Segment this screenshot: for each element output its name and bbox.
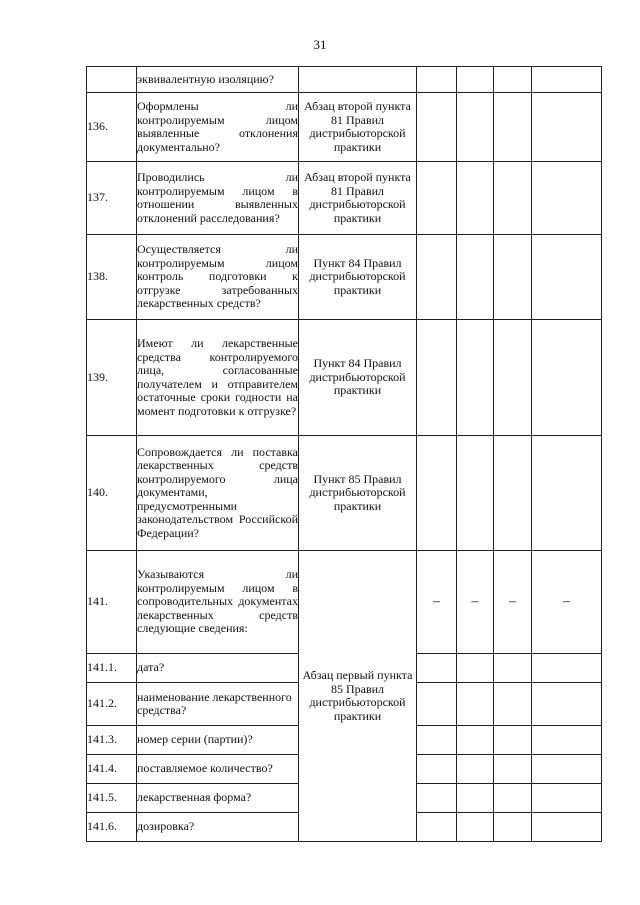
legal-reference: Пункт 85 Правил дистрибьюторской практики xyxy=(299,436,417,551)
table-row xyxy=(87,93,602,162)
table-row xyxy=(87,551,602,654)
answer-cell-yes xyxy=(417,654,457,683)
answer-cell-yes xyxy=(417,67,457,93)
row-number: 141. xyxy=(87,551,137,654)
answer-cell-na xyxy=(494,67,532,93)
checklist-table xyxy=(86,66,602,842)
legal-reference: Абзац второй пункта 81 Правил дистрибьюторской практики xyxy=(299,162,417,235)
row-number: 141.4. xyxy=(87,755,137,784)
answer-cell-yes xyxy=(417,320,457,436)
row-number: 141.2. xyxy=(87,683,137,726)
table-row xyxy=(87,235,602,320)
answer-cell-note xyxy=(532,436,602,551)
answer-cell-na xyxy=(494,436,532,551)
legal-reference xyxy=(299,67,417,93)
answer-cell-no xyxy=(457,235,494,320)
dash-mark: – xyxy=(532,551,602,654)
question-text: Указываются ли контролируемым лицом в сопроводительных документах лекарственных средств следующие сведения: xyxy=(137,551,299,654)
question-text: поставляемое количество? xyxy=(137,755,299,784)
answer-cell-na xyxy=(494,683,532,726)
answer-cell-no xyxy=(457,726,494,755)
answer-cell-note xyxy=(532,320,602,436)
dash-mark: – xyxy=(417,551,457,654)
row-number: 141.1. xyxy=(87,654,137,683)
legal-reference: Абзац второй пункта 81 Правил дистрибьюторской практики xyxy=(299,93,417,162)
table-row xyxy=(87,436,602,551)
answer-cell-no xyxy=(457,67,494,93)
question-text: дозировка? xyxy=(137,813,299,842)
answer-cell-yes xyxy=(417,813,457,842)
answer-cell-na xyxy=(494,162,532,235)
question-text: эквивалентную изоляцию? xyxy=(137,67,299,93)
row-number: 137. xyxy=(87,162,137,235)
row-number: 141.3. xyxy=(87,726,137,755)
answer-cell-yes xyxy=(417,93,457,162)
row-number: 141.5. xyxy=(87,784,137,813)
legal-reference: Пункт 84 Правил дистрибьюторской практики xyxy=(299,235,417,320)
answer-cell-note xyxy=(532,162,602,235)
answer-cell-yes xyxy=(417,784,457,813)
question-text: Сопровождается ли поставка лекарственных средств контролируемого лица документами, предусмотренными законодательством Российской Федерации? xyxy=(137,436,299,551)
question-text: номер серии (партии)? xyxy=(137,726,299,755)
answer-cell-note xyxy=(532,784,602,813)
row-number: 139. xyxy=(87,320,137,436)
answer-cell-na xyxy=(494,813,532,842)
page-number: 31 xyxy=(313,37,327,52)
answer-cell-note xyxy=(532,67,602,93)
answer-cell-no xyxy=(457,813,494,842)
table-row xyxy=(87,320,602,436)
row-number: 138. xyxy=(87,235,137,320)
question-text: Оформлены ли контролируемым лицом выявленные отклонения документально? xyxy=(137,93,299,162)
question-text: дата? xyxy=(137,654,299,683)
answer-cell-note xyxy=(532,755,602,784)
answer-cell-note xyxy=(532,726,602,755)
answer-cell-yes xyxy=(417,726,457,755)
answer-cell-note xyxy=(532,683,602,726)
answer-cell-na xyxy=(494,93,532,162)
answer-cell-na xyxy=(494,784,532,813)
answer-cell-na xyxy=(494,755,532,784)
row-number: 140. xyxy=(87,436,137,551)
answer-cell-no xyxy=(457,683,494,726)
answer-cell-yes xyxy=(417,755,457,784)
answer-cell-note xyxy=(532,235,602,320)
answer-cell-yes xyxy=(417,683,457,726)
answer-cell-yes xyxy=(417,162,457,235)
answer-cell-na xyxy=(494,320,532,436)
dash-mark: – xyxy=(457,551,494,654)
answer-cell-no xyxy=(457,93,494,162)
answer-cell-na xyxy=(494,235,532,320)
answer-cell-yes xyxy=(417,235,457,320)
question-text: Имеют ли лекарственные средства контролируемого лица, согласованные получателем и отправителем остаточные сроки годности на момент подготовки к отгрузке? xyxy=(137,320,299,436)
row-number xyxy=(87,67,137,93)
row-number: 141.6. xyxy=(87,813,137,842)
question-text: наименование лекарственного средства? xyxy=(137,683,299,726)
row-number: 136. xyxy=(87,93,137,162)
answer-cell-note xyxy=(532,654,602,683)
answer-cell-yes xyxy=(417,436,457,551)
table-row xyxy=(87,67,602,93)
answer-cell-note xyxy=(532,93,602,162)
dash-mark: – xyxy=(494,551,532,654)
answer-cell-no xyxy=(457,320,494,436)
question-text: лекарственная форма? xyxy=(137,784,299,813)
answer-cell-no xyxy=(457,162,494,235)
answer-cell-no xyxy=(457,755,494,784)
answer-cell-no xyxy=(457,654,494,683)
answer-cell-na xyxy=(494,726,532,755)
answer-cell-na xyxy=(494,654,532,683)
question-text: Проводились ли контролируемым лицом в отношении выявленных отклонений расследования? xyxy=(137,162,299,235)
answer-cell-note xyxy=(532,813,602,842)
answer-cell-no xyxy=(457,784,494,813)
answer-cell-no xyxy=(457,436,494,551)
table-row xyxy=(87,162,602,235)
question-text: Осуществляется ли контролируемым лицом контроль подготовки к отгрузке затребованных лекарственных средств? xyxy=(137,235,299,320)
legal-reference: Пункт 84 Правил дистрибьюторской практики xyxy=(299,320,417,436)
legal-reference: Абзац первый пункта 85 Правил дистрибьюторской практики xyxy=(299,551,417,842)
